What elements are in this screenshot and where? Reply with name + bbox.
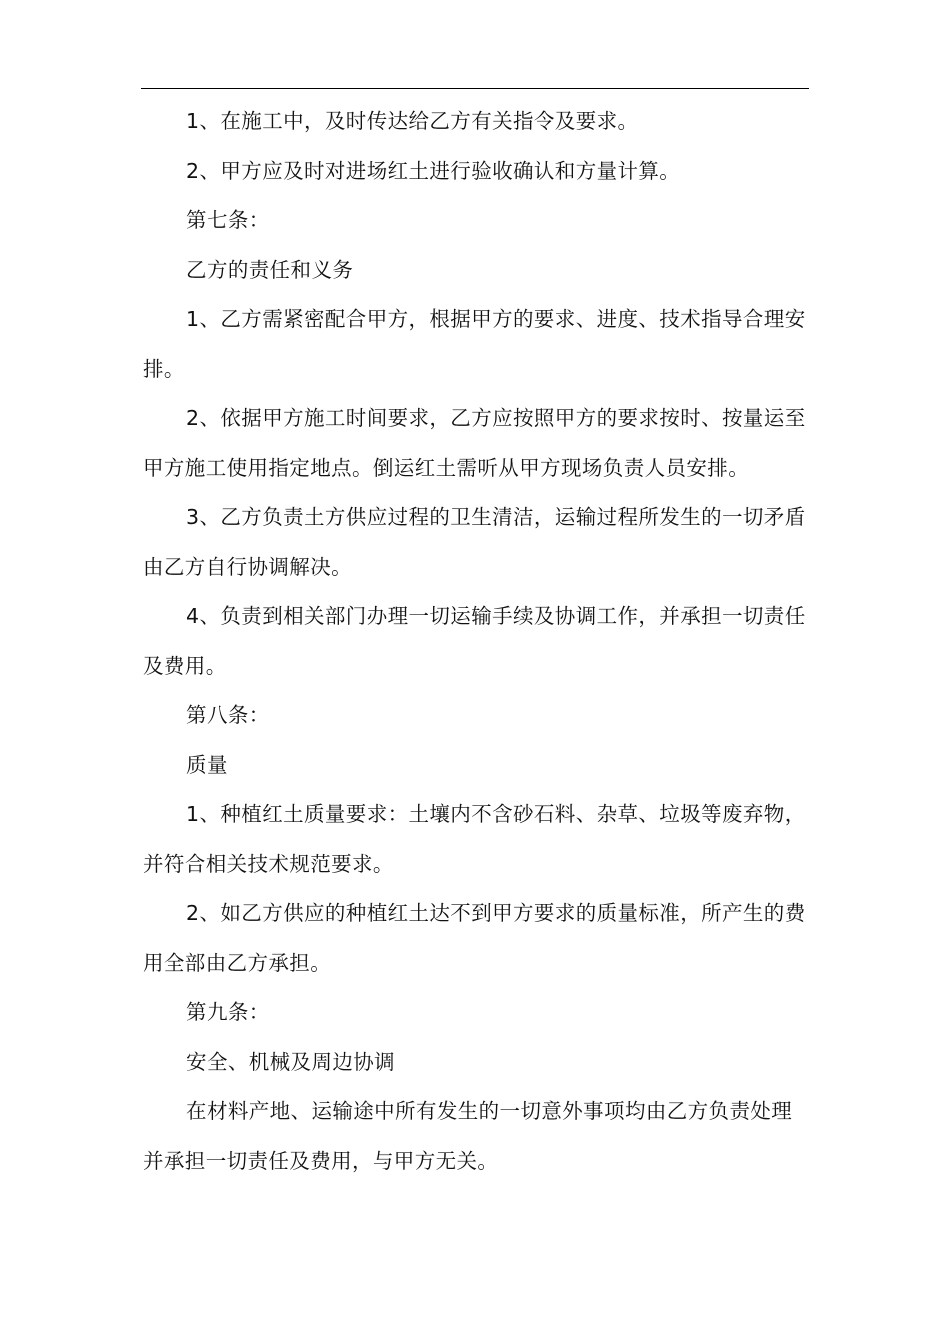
paragraph-item-1-cooperation: 1、乙方需紧密配合甲方，根据甲方的要求、进度、技术指导合理安排。 bbox=[143, 307, 806, 381]
paragraph-item-4-procedures: 4、负责到相关部门办理一切运输手续及协调工作，并承担一切责任及费用。 bbox=[143, 604, 806, 678]
paragraph-item-1-quality-requirements: 1、种植红土质量要求：土壤内不含砂石料、杂草、垃圾等废弃物，并符合相关技术规范要求。 bbox=[143, 802, 806, 876]
article-8-heading: 第八条： bbox=[186, 703, 270, 727]
paragraph-item-2-delivery: 2、依据甲方施工时间要求，乙方应按照甲方的要求按时、按量运至甲方施工使用指定地点。倒运红土需听从甲方现场负责人员安排。 bbox=[143, 406, 806, 480]
article-7-title: 乙方的责任和义务 bbox=[186, 257, 354, 282]
paragraph-safety-liability: 在材料产地、运输途中所有发生的一切意外事项均由乙方负责处理并承担一切责任及费用，与甲方无关。 bbox=[143, 1099, 793, 1173]
paragraph-item-2-quality-costs: 2、如乙方供应的种植红土达不到甲方要求的质量标准，所产生的费用全部由乙方承担。 bbox=[143, 901, 806, 975]
article-9-title: 安全、机械及周边协调 bbox=[186, 1049, 396, 1074]
article-8-title: 质量 bbox=[186, 752, 228, 777]
header-rule bbox=[141, 88, 809, 89]
article-9-heading: 第九条： bbox=[186, 1000, 270, 1024]
document-body bbox=[143, 97, 811, 1186]
paragraph-item-2-acceptance: 2、甲方应及时对进场红土进行验收确认和方量计算。 bbox=[186, 158, 681, 183]
paragraph-item-3-cleanliness: 3、乙方负责土方供应过程的卫生清洁，运输过程所发生的一切矛盾由乙方自行协调解决。 bbox=[143, 505, 806, 579]
paragraph-item-1-instructions: 1、在施工中，及时传达给乙方有关指令及要求。 bbox=[186, 109, 639, 133]
article-7-heading: 第七条： bbox=[186, 208, 270, 232]
